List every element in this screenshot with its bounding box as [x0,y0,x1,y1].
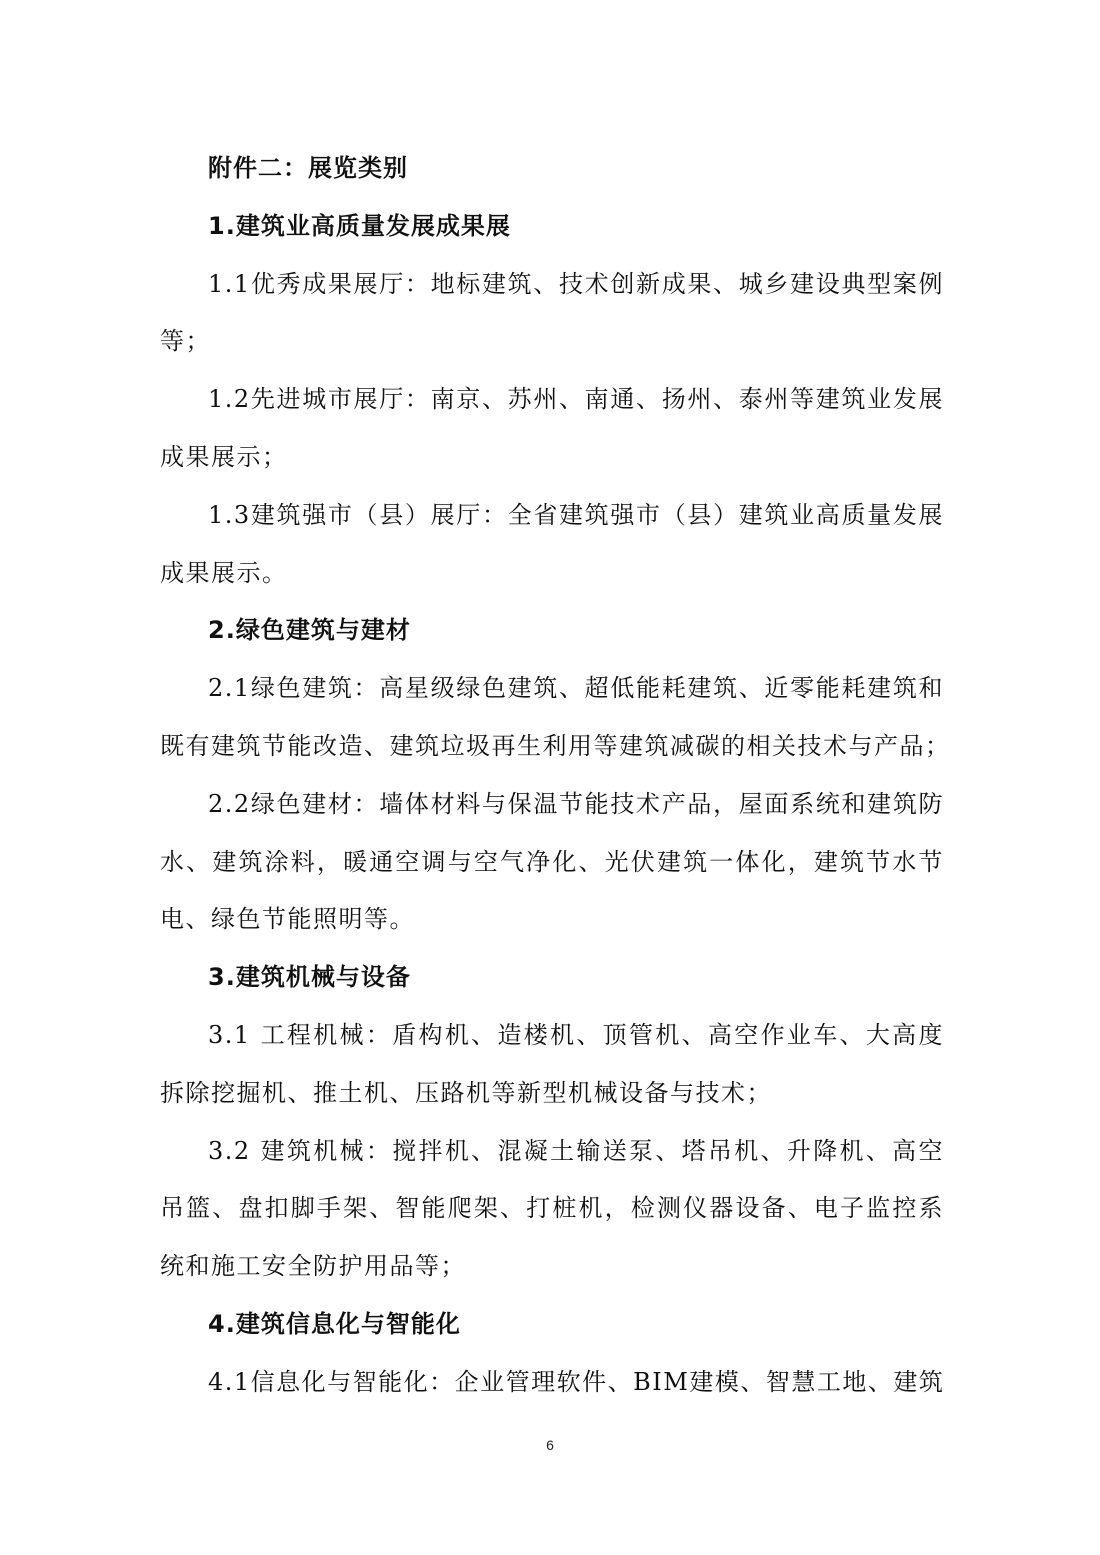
paragraph-line: 等； [160,327,211,356]
paragraph-line: 成果展示。 [160,558,288,587]
paragraph-line: 1.2先进城市展厅：南京、苏州、南通、扬州、泰州等建筑业发展 [208,385,944,414]
paragraph-line: 4.1信息化与智能化：企业管理软件、BIM建模、智慧工地、建筑 [208,1367,945,1396]
paragraph-line: 统和施工安全防护用品等； [160,1252,466,1281]
paragraph-line: 吊篮、盘扣脚手架、智能爬架、打桩机，检测仪器设备、电子监控系 [160,1194,944,1223]
section-heading: 1.建筑业高质量发展成果展 [208,211,511,240]
paragraph-line: 1.3建筑强市（县）展厅：全省建筑强市（县）建筑业高质量发展 [208,500,944,529]
paragraph-line: 成果展示； [160,442,288,471]
section-heading: 2.绿色建筑与建材 [208,616,411,645]
paragraph-line: 3.1 工程机械：盾构机、造楼机、顶管机、高空作业车、大高度 [208,1020,944,1049]
paragraph-line: 1.1优秀成果展厅：地标建筑、技术创新成果、城乡建设典型案例 [208,269,944,298]
paragraph-line: 电、绿色节能照明等。 [160,905,415,934]
paragraph-line: 既有建筑节能改造、建筑垃圾再生利用等建筑减碳的相关技术与产品； [160,731,951,760]
document-body [160,140,951,1412]
paragraph-line: 2.2绿色建材：墙体材料与保温节能技术产品，屋面系统和建筑防 [208,789,944,818]
section-heading: 3.建筑机械与设备 [208,963,411,992]
paragraph-line: 拆除挖掘机、推土机、压路机等新型机械设备与技术； [160,1078,772,1107]
paragraph-line: 水、建筑涂料，暖通空调与空气净化、光伏建筑一体化，建筑节水节 [160,847,944,876]
section-heading: 附件二：展览类别 [208,154,408,182]
page-number: 6 [546,1437,554,1453]
section-heading: 4.建筑信息化与智能化 [208,1309,461,1338]
paragraph-line: 2.1绿色建筑：高星级绿色建筑、超低能耗建筑、近零能耗建筑和 [208,674,944,703]
paragraph-line: 3.2 建筑机械：搅拌机、混凝土输送泵、塔吊机、升降机、高空 [208,1136,944,1165]
